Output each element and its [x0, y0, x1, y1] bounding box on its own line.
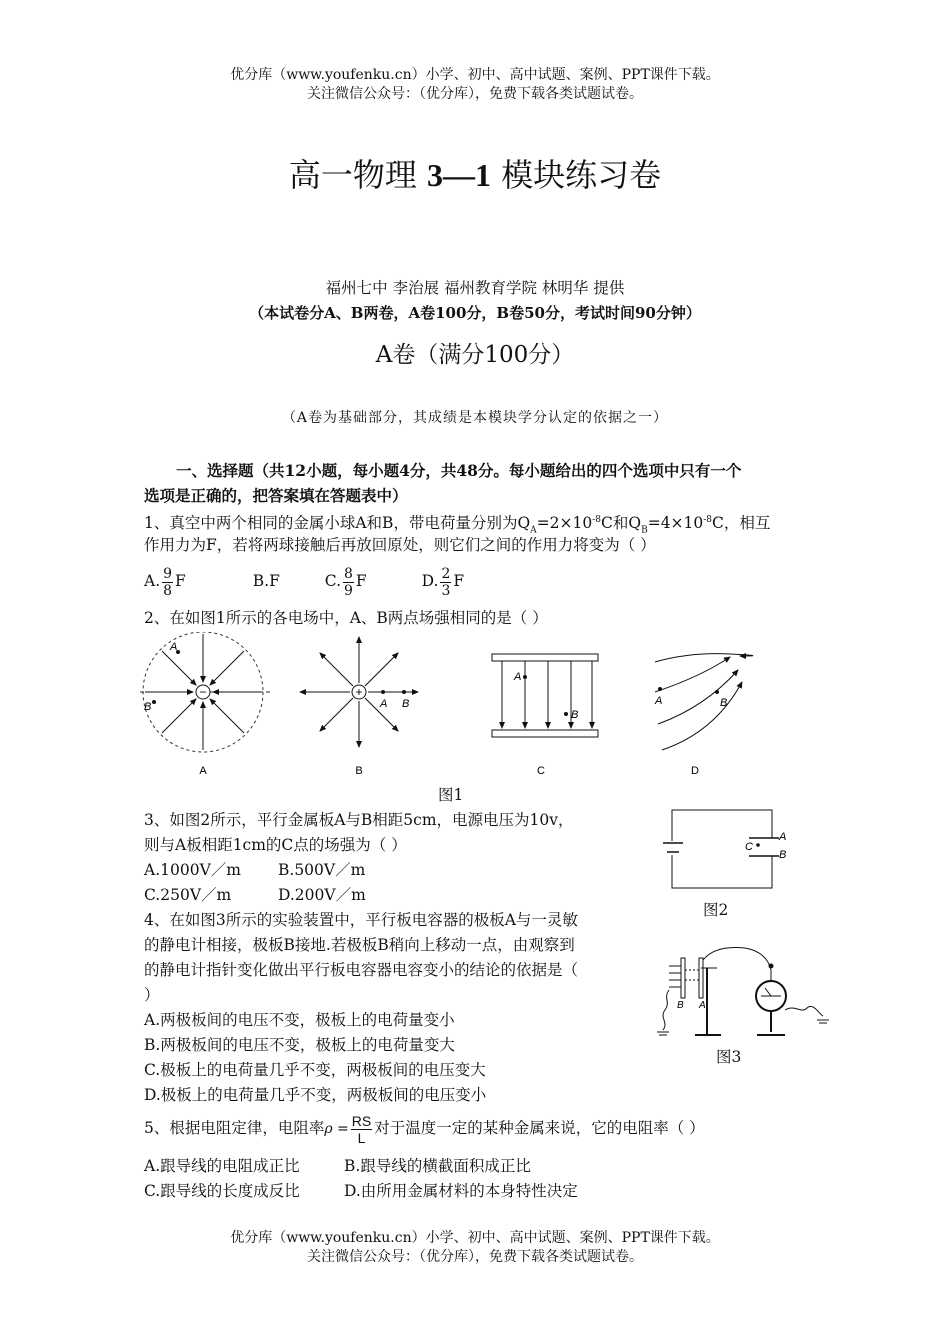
fig1a-point-a: A [170, 641, 178, 653]
q1-option-d [421, 565, 465, 599]
q1-opt-c-label: C. [324, 572, 341, 590]
q5-text-pre: 5、根据电阻定律，电阻率 [144, 1119, 325, 1137]
part1-heading-line1: 一、选择题（共12小题，每小题4分，共48分。每小题给出的四个选项中只有一个 [176, 461, 742, 480]
figure-3-caption: 图3 [716, 1048, 742, 1066]
q1-opt-d-num: 2 [441, 565, 451, 582]
q1-sub-a: A [530, 525, 537, 536]
fig1a-label: A [199, 765, 207, 777]
field-diagram-d [654, 654, 753, 777]
figure-1 [140, 632, 780, 782]
exam-note: （本试卷分A、B两卷，A卷100分，B卷50分，考试时间90分钟） [249, 304, 701, 322]
title-bold: 3—1 [427, 157, 491, 193]
q4-line1: 4、在如图3所示的实验装置中，平行板电容器的极板A与一灵敏 [144, 911, 578, 929]
page-header [0, 66, 950, 104]
fig1d-point-b: B [720, 697, 728, 709]
part1-heading-line2: 选项是正确的，把答案填在答题表中） [144, 486, 408, 505]
title-post: 模块练习卷 [491, 156, 662, 194]
q3-option-d: D.200V／m [278, 886, 366, 904]
q1-opt-d-fraction [440, 566, 451, 599]
q5-option-b: B.跟导线的横截面积成正比 [344, 1157, 531, 1175]
field-diagram-c [492, 654, 598, 777]
q1-line2: 作用力为F，若将两球接触后再放回原处，则它们之间的作用力将变为（ ） [144, 536, 656, 554]
q1-option-a [144, 565, 186, 599]
q4-option-b: B.两极板间的电压不变，极板上的电荷量变大 [144, 1036, 455, 1054]
authors-line: 福州七中 李治展 福州教育学院 林明华 提供 [325, 279, 625, 297]
q1-sup-b: -8 [703, 515, 713, 525]
field-diagram-b [300, 637, 418, 777]
q4-line3: 的静电计指针变化做出平行板电容器电容变小的结论的依据是（ [144, 961, 579, 979]
q3-line2: 则与A板相距1cm的C点的场强为（ ） [144, 836, 407, 854]
q5-option-c: C.跟导线的长度成反比 [144, 1182, 300, 1200]
charge-sign-pos: + [355, 685, 363, 699]
q1-text-e: C，相互 [712, 514, 771, 533]
charge-sign-neg: − [199, 685, 207, 699]
q5-option-d: D.由所用金属材料的本身特性决定 [344, 1182, 578, 1200]
field-diagram-a [140, 632, 270, 777]
q1-options [144, 563, 464, 599]
q4-option-c: C.极板上的电荷量几乎不变，两极板间的电压变大 [144, 1061, 486, 1079]
q4-option-a: A.两极板间的电压不变，极板上的电荷量变小 [144, 1011, 455, 1029]
q1-sub-b: B [641, 525, 648, 536]
q1-opt-a-unit: F [175, 572, 186, 590]
q3-option-c: C.250V／m [144, 886, 232, 904]
q3-option-b: B.500V／m [278, 861, 366, 879]
q2-text: 2、在如图1所示的各电场中，A、B两点场强相同的是（ ） [144, 609, 548, 627]
q1-opt-d-den: 3 [441, 582, 451, 599]
q1-opt-c-den: 9 [344, 582, 353, 599]
fig2-plate-b: B [779, 849, 787, 861]
fig1c-point-b: B [571, 709, 579, 721]
q1-text-a: 1、真空中两个相同的金属小球A和B，带电荷量分别为Q [144, 514, 531, 533]
figure-1-caption: 图1 [438, 786, 464, 804]
page-title [0, 150, 950, 196]
q1-opt-d-unit: F [453, 572, 465, 590]
q1-opt-a-fraction [162, 566, 173, 599]
fig2-plate-a: A [779, 831, 787, 843]
fig1d-point-a: A [655, 695, 663, 707]
fig1c-point-a: A [514, 671, 522, 683]
title-pre: 高一物理 [288, 156, 427, 194]
fig1b-label: B [355, 765, 363, 777]
footer-line-1: 优分库（www.youfenku.cn）小学、初中、高中试题、案例、PPT课件下载。 [230, 1230, 720, 1246]
q1-option-c [324, 565, 367, 599]
q5-formula-den: L [357, 1129, 366, 1146]
q5-rho: ρ = [324, 1121, 349, 1137]
figure-2-caption: 图2 [703, 901, 729, 919]
q4-line4: ） [144, 986, 160, 1004]
q4-line2: 的静电计相接，极板B接地.若极板B稍向上移动一点，由观察到 [144, 936, 575, 954]
q1-option-b: B.F [252, 572, 280, 590]
figure-2 [655, 808, 795, 898]
fig3-plate-a: A [699, 1000, 706, 1011]
q3-line1: 3、如图2所示，平行金属板A与B相距5cm，电源电压为10v， [144, 811, 574, 829]
q1-opt-c-num: 8 [344, 565, 353, 582]
q5-formula-num: RS [351, 1112, 372, 1129]
q1-opt-a-num: 9 [163, 565, 173, 582]
q1-opt-a-label: A. [144, 572, 161, 590]
fig3-plate-b: B [677, 1000, 684, 1011]
q5-line [144, 1108, 705, 1149]
q5-option-a: A.跟导线的电阻成正比 [144, 1157, 300, 1175]
footer-line-2: 关注微信公众号：（优分库），免费下载各类试题试卷。 [307, 1249, 643, 1265]
fig1d-label: D [691, 765, 699, 777]
q1-text-c: C和Q [601, 514, 642, 533]
q1-opt-c-unit: F [355, 572, 367, 590]
fig1a-point-b: B [144, 701, 152, 713]
q5-text-post: 对于温度一定的某种金属来说，它的电阻率（ ） [374, 1119, 705, 1137]
q1-text-b: =2×10 [536, 514, 593, 533]
q3-option-a: A.1000V／m [144, 861, 241, 879]
q1-sup-a: -8 [592, 515, 601, 525]
figure-3 [655, 940, 830, 1045]
fig1b-point-a: A [380, 698, 388, 710]
fig2-point-c: C [745, 841, 753, 853]
q1-text-d: =4×10 [647, 514, 704, 533]
fig1b-point-b: B [402, 698, 410, 710]
q1-opt-a-den: 8 [163, 582, 173, 599]
header-line-1: 优分库（www.youfenku.cn）小学、初中、高中试题、案例、PPT课件下载。 [230, 67, 720, 83]
q1-opt-d-label: D. [421, 572, 439, 590]
q4-option-d: D.极板上的电荷量几乎不变，两极板间的电压变小 [144, 1086, 487, 1104]
header-line-2: 关注微信公众号：（优分库），免费下载各类试题试卷。 [307, 86, 643, 102]
fig1c-label: C [537, 765, 545, 777]
section-note: （A卷为基础部分，其成绩是本模块学分认定的依据之一） [281, 410, 669, 426]
q5-formula-fraction [351, 1113, 372, 1146]
section-title: A卷（满分100分） [375, 342, 575, 368]
q1-opt-c-fraction [343, 566, 354, 599]
page-footer [0, 1229, 950, 1267]
